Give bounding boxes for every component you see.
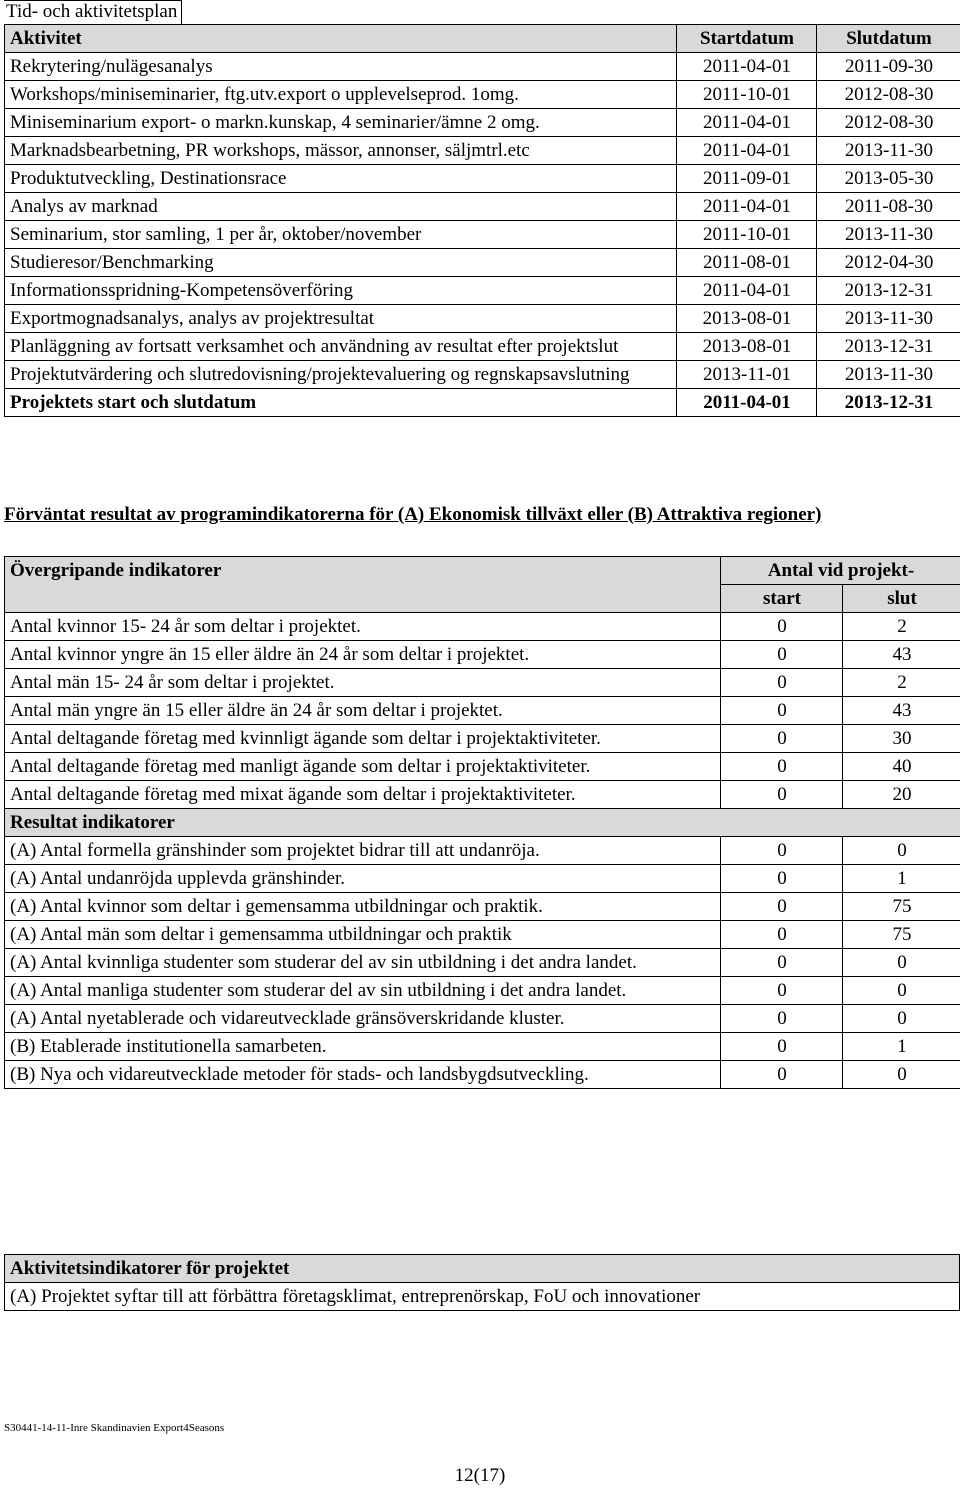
table-row	[5, 277, 960, 305]
end-date: 2011-08-30	[817, 193, 960, 221]
table-row	[5, 949, 960, 977]
overall-indicators-header: Övergripande indikatorer	[5, 557, 721, 613]
activity-plan-table	[4, 24, 960, 417]
activity-name: Exportmognadsanalys, analys av projektresultat	[5, 305, 677, 333]
start-value: 0	[721, 725, 843, 753]
activity-name: Projektutvärdering och slutredovisning/projektevaluering og regnskapsavslutning	[5, 361, 677, 389]
column-header-end-date: Slutdatum	[817, 25, 960, 53]
end-value: 30	[843, 725, 960, 753]
start-date: 2013-08-01	[677, 305, 817, 333]
end-date: 2013-05-30	[817, 165, 960, 193]
indicator-table	[4, 556, 960, 1089]
indicator-name: Antal män 15- 24 år som deltar i projektet.	[5, 669, 721, 697]
end-value: 0	[843, 977, 960, 1005]
table-row	[5, 81, 960, 109]
end-value: 1	[843, 865, 960, 893]
count-at-project-header: Antal vid projekt-	[721, 557, 960, 585]
table-row	[5, 613, 960, 641]
start-value: 0	[721, 865, 843, 893]
table-row	[5, 305, 960, 333]
table-row	[5, 977, 960, 1005]
table-row	[5, 53, 960, 81]
table-row	[5, 165, 960, 193]
start-date: 2011-09-01	[677, 165, 817, 193]
result-indicators-header: Resultat indikatorer	[5, 809, 960, 837]
end-value: 75	[843, 893, 960, 921]
end-date: 2013-12-31	[817, 333, 960, 361]
document-code: S30441-14-11-Inre Skandinavien Export4Seasons	[4, 1422, 225, 1434]
start-value: 0	[721, 893, 843, 921]
indicator-name: Antal kvinnor yngre än 15 eller äldre än 24 år som deltar i projektet.	[5, 641, 721, 669]
start-value: 0	[721, 697, 843, 725]
column-header-start-date: Startdatum	[677, 25, 817, 53]
end-value: 75	[843, 921, 960, 949]
end-value: 40	[843, 753, 960, 781]
start-value: 0	[721, 1033, 843, 1061]
table-row	[5, 361, 960, 389]
end-date: 2013-11-30	[817, 305, 960, 333]
table-row	[5, 753, 960, 781]
start-date: 2013-11-01	[677, 361, 817, 389]
page-number: 12(17)	[454, 1465, 506, 1486]
start-date: 2011-04-01	[677, 137, 817, 165]
end-value: 2	[843, 669, 960, 697]
start-date: 2011-04-01	[677, 277, 817, 305]
activity-name: Workshops/miniseminarier, ftg.utv.export o upplevelseprod. 1omg.	[5, 81, 677, 109]
start-date: 2011-10-01	[677, 221, 817, 249]
start-value: 0	[721, 781, 843, 809]
activity-plan-title: Tid- och aktivitetsplan	[4, 0, 182, 25]
end-value: 43	[843, 641, 960, 669]
end-date: 2012-08-30	[817, 81, 960, 109]
end-value: 43	[843, 697, 960, 725]
indicator-name: (B) Nya och vidareutvecklade metoder för stads- och landsbygdsutveckling.	[5, 1061, 721, 1089]
table-row	[5, 781, 960, 809]
start-value: 0	[721, 641, 843, 669]
start-date: 2011-04-01	[677, 53, 817, 81]
indicator-name: (B) Etablerade institutionella samarbeten.	[5, 1033, 721, 1061]
total-label: Projektets start och slutdatum	[5, 389, 677, 417]
table-row	[5, 193, 960, 221]
table-row	[5, 109, 960, 137]
indicator-name: Antal deltagande företag med kvinnligt ägande som deltar i projektaktiviteter.	[5, 725, 721, 753]
end-value: 0	[843, 1005, 960, 1033]
table-row	[5, 837, 960, 865]
start-value: 0	[721, 753, 843, 781]
total-end-date: 2013-12-31	[817, 389, 960, 417]
indicator-name: (A) Antal manliga studenter som studerar del av sin utbildning i det andra landet.	[5, 977, 721, 1005]
end-date: 2013-11-30	[817, 221, 960, 249]
start-value: 0	[721, 669, 843, 697]
indicator-name: (A) Antal kvinnliga studenter som studerar del av sin utbildning i det andra landet.	[5, 949, 721, 977]
activity-indicator-row: (A) Projektet syftar till att förbättra företagsklimat, entreprenörskap, FoU och innovationer	[5, 1283, 960, 1311]
table-row	[5, 249, 960, 277]
start-value: 0	[721, 949, 843, 977]
start-date: 2011-08-01	[677, 249, 817, 277]
end-date: 2012-04-30	[817, 249, 960, 277]
activity-name: Informationsspridning-Kompetensöverföring	[5, 277, 677, 305]
end-value: 0	[843, 949, 960, 977]
activity-name: Marknadsbearbetning, PR workshops, mässor, annonser, säljmtrl.etc	[5, 137, 677, 165]
activity-name: Seminarium, stor samling, 1 per år, oktober/november	[5, 221, 677, 249]
indicator-header-row	[5, 557, 960, 585]
end-value: 1	[843, 1033, 960, 1061]
activity-name: Studieresor/Benchmarking	[5, 249, 677, 277]
activity-name: Rekrytering/nulägesanalys	[5, 53, 677, 81]
total-start-date: 2011-04-01	[677, 389, 817, 417]
end-date: 2013-12-31	[817, 277, 960, 305]
end-value: 20	[843, 781, 960, 809]
start-date: 2013-08-01	[677, 333, 817, 361]
table-row	[5, 669, 960, 697]
table-row	[5, 1061, 960, 1089]
start-date: 2011-10-01	[677, 81, 817, 109]
table-row	[5, 1005, 960, 1033]
activity-indicator-table	[4, 1254, 960, 1311]
table-row	[5, 725, 960, 753]
start-value: 0	[721, 613, 843, 641]
start-value: 0	[721, 921, 843, 949]
activity-indicator-header: Aktivitetsindikatorer för projektet	[5, 1255, 960, 1283]
start-value: 0	[721, 1005, 843, 1033]
end-header: slut	[843, 585, 960, 613]
column-header-activity: Aktivitet	[5, 25, 677, 53]
indicator-name: (A) Antal män som deltar i gemensamma utbildningar och praktik	[5, 921, 721, 949]
end-date: 2013-11-30	[817, 137, 960, 165]
table-row	[5, 865, 960, 893]
end-value: 2	[843, 613, 960, 641]
activity-name: Produktutveckling, Destinationsrace	[5, 165, 677, 193]
indicator-name: (A) Antal nyetablerade och vidareutvecklade gränsöverskridande kluster.	[5, 1005, 721, 1033]
table-row	[5, 893, 960, 921]
table-row	[5, 137, 960, 165]
indicator-name: (A) Antal kvinnor som deltar i gemensamma utbildningar och praktik.	[5, 893, 721, 921]
end-date: 2013-11-30	[817, 361, 960, 389]
table-row	[5, 333, 960, 361]
start-value: 0	[721, 1061, 843, 1089]
start-date: 2011-04-01	[677, 193, 817, 221]
total-row	[5, 389, 960, 417]
table-row	[5, 921, 960, 949]
activity-name: Planläggning av fortsatt verksamhet och användning av resultat efter projektslut	[5, 333, 677, 361]
table-header-row	[5, 25, 960, 53]
table-row	[5, 1033, 960, 1061]
start-header: start	[721, 585, 843, 613]
indicator-name: Antal deltagande företag med mixat ägande som deltar i projektaktiviteter.	[5, 781, 721, 809]
end-value: 0	[843, 1061, 960, 1089]
table-row	[5, 697, 960, 725]
start-date: 2011-04-01	[677, 109, 817, 137]
indicator-name: Antal män yngre än 15 eller äldre än 24 år som deltar i projektet.	[5, 697, 721, 725]
indicator-name: Antal deltagande företag med manligt ägande som deltar i projektaktiviteter.	[5, 753, 721, 781]
indicator-name: (A) Antal formella gränshinder som projektet bidrar till att undanröja.	[5, 837, 721, 865]
end-value: 0	[843, 837, 960, 865]
activity-name: Miniseminarium export- o markn.kunskap, 4 seminarier/ämne 2 omg.	[5, 109, 677, 137]
end-date: 2012-08-30	[817, 109, 960, 137]
expected-results-title: Förväntat resultat av programindikatorerna för (A) Ekonomisk tillväxt eller (B) Attraktiva regioner)	[4, 504, 822, 525]
activity-name: Analys av marknad	[5, 193, 677, 221]
start-value: 0	[721, 837, 843, 865]
end-date: 2011-09-30	[817, 53, 960, 81]
indicator-name: (A) Antal undanröjda upplevda gränshinder.	[5, 865, 721, 893]
table-row	[5, 641, 960, 669]
table-row	[5, 221, 960, 249]
result-indicators-header-row	[5, 809, 960, 837]
indicator-name: Antal kvinnor 15- 24 år som deltar i projektet.	[5, 613, 721, 641]
start-value: 0	[721, 977, 843, 1005]
